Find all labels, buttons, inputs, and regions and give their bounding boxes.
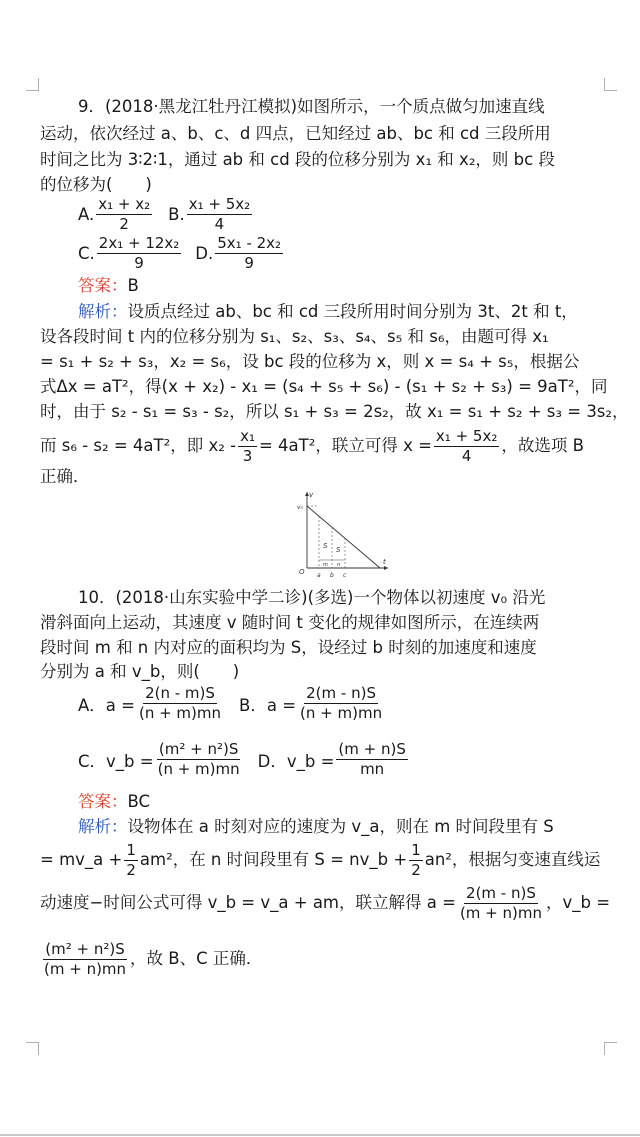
q9-option-c-label: C.: [78, 244, 95, 263]
q10-option-d-num: (m + n)S: [338, 740, 406, 758]
t-axis-label: t: [383, 558, 386, 566]
q10-a4-fraction: [42, 940, 128, 979]
q9-option-b-num: x₁ + 5x₂: [188, 195, 251, 213]
q10-a2-fraction-1: [124, 841, 138, 880]
q9-a6-pre: 而 s₆ - s₂ = 4aT²，即 x₂ -: [40, 436, 237, 455]
q9-option-a-den: 2: [119, 215, 129, 233]
q9-option-d-den: 9: [244, 254, 254, 272]
q9-analysis-label: 解析：: [78, 302, 128, 321]
q9-line-2: 运动，依次经过 a、b、c、d 四点，已知经过 ab、bc 和 cd 三段所用: [40, 124, 551, 143]
q10-a2-fraction-2: [409, 841, 423, 880]
q10-a3-pre: 动速度−时间公式可得 v_b = v_a + am，联立解得 a =: [40, 893, 456, 912]
q9-answer-label: 答案：: [78, 276, 128, 295]
q10-analysis-line-2: [40, 838, 602, 882]
q9-option-c-den: 9: [134, 254, 144, 272]
q10-a2-post: an²，根据匀变速直线运: [424, 850, 601, 869]
q9-analysis-line-2: 设各段时间 t 内的位移分别为 s₁、s₂、s₃、s₄、s₅ 和 s₆，由题可得 x₁: [40, 327, 549, 346]
area-s-label-1: S: [323, 542, 328, 550]
q10-line-3: 段时间 m 和 n 内对应的面积均为 S，设经过 b 时刻的加速度和速度: [40, 638, 537, 657]
tick-c-label: c: [343, 572, 347, 579]
origin-label: O: [299, 568, 305, 576]
q9-a6-post: ，故选项 B: [501, 436, 584, 455]
q10-analysis-line-3: [40, 880, 611, 926]
q10-a2-f1-den: 2: [126, 860, 136, 879]
q9-option-c-num: 2x₁ + 12x₂: [98, 234, 180, 252]
m-label: m: [323, 562, 328, 568]
q10-line-4: 分别为 a 和 v_b，则( ): [40, 662, 240, 681]
q9-line-4: 的位移为( ): [40, 175, 152, 194]
q9-answer: [78, 274, 640, 298]
q9-analysis-line-7: 正确．: [40, 467, 90, 486]
q9-option-a-label: A.: [78, 205, 95, 224]
q10-option-c-fraction: [156, 740, 242, 779]
q10-a2-f2-den: 2: [411, 860, 421, 879]
q10-a3-f-num: 2(m - n)S: [466, 883, 536, 902]
q9-a6-fraction-2: [434, 427, 499, 466]
q10-line-2: 滑斜面向上运动，其速度 v 随时间 t 变化的规律如图所示，在连续两: [40, 613, 540, 632]
q10-answer-value: BC: [127, 792, 151, 811]
q10-option-b-den: (n + m)mn: [300, 704, 383, 722]
q10-option-c-label: C．v_b =: [78, 751, 154, 771]
q10-answer-label: 答案：: [78, 792, 128, 811]
q10-option-b-label: B．a =: [239, 695, 297, 715]
crop-mark-top-left: [26, 78, 39, 91]
q9-analysis-line-6: [40, 424, 602, 468]
q9-a6-f2-den: 4: [461, 446, 472, 465]
q9-option-c-fraction: [97, 234, 182, 273]
v0-label: v₀: [297, 504, 303, 511]
q10-option-d-fraction: [336, 740, 407, 779]
q9-option-a-num: x₁ + x₂: [98, 195, 151, 213]
crop-mark-bottom-right: [604, 1042, 617, 1055]
q9-analysis-line-3: = s₁ + s₂ + s₃，x₂ = s₆，设 bc 段的位移为 x，则 x = s₄ + s₅，根据公: [40, 352, 580, 371]
q10-analysis-label: 解析：: [78, 817, 128, 836]
q9-analysis-text-1: 设质点经过 ab、bc 和 cd 三段所用时间分别为 3t、2t 和 t，: [127, 302, 578, 321]
q9-answer-value: B: [127, 276, 139, 295]
q9-analysis-line-1: [78, 300, 640, 324]
q10-options-ab: [78, 684, 386, 723]
q9-option-b-den: 4: [214, 215, 225, 233]
q9-a6-f2-num: x₁ + 5x₂: [435, 426, 498, 445]
v-axis-label: v: [309, 491, 314, 499]
q10-a4-f-den: (m + n)mn: [44, 959, 127, 978]
q10-answer: [78, 790, 640, 814]
tick-a-label: a: [317, 572, 321, 579]
q10-analysis-line-1: [78, 815, 640, 839]
q10-a4-post: ，故 B、C 正确．: [130, 949, 263, 968]
t-axis-arrow-icon: [384, 566, 388, 570]
q10-option-d-den: mn: [360, 760, 385, 778]
q10-a2-f1-num: 1: [126, 840, 136, 859]
q10-option-a-label: A．a =: [78, 695, 135, 715]
velocity-line: [307, 506, 380, 568]
q9-a6-f1-den: 3: [242, 446, 253, 465]
q9-option-b-fraction: [187, 195, 252, 234]
q10-a4-f-num: (m² + n²)S: [45, 939, 125, 958]
q10-option-c-den: (n + m)mn: [157, 760, 240, 778]
q9-option-b-label: B.: [168, 205, 185, 224]
crop-mark-bottom-left: [26, 1042, 39, 1055]
q10-analysis-text-1: 设物体在 a 时刻对应的速度为 v_a，则在 m 时间段里有 S: [127, 817, 554, 836]
q9-analysis-line-5: 时，由于 s₂ - s₁ = s₃ - s₂，所以 s₁ + s₃ = 2s₂，故 x₁ = s₁ + s₂ + s₃ = 3s₂，: [40, 402, 629, 421]
crop-mark-top-right: [604, 78, 617, 91]
q9-line-1: 9．(2018·黑龙江牡丹江模拟)如图所示，一个质点做匀加速直线: [78, 97, 545, 116]
q9-option-a-fraction: [96, 195, 152, 234]
q10-a3-post: ，v_b =: [545, 893, 611, 912]
q10-option-b-num: 2(m - n)S: [306, 684, 376, 702]
vt-graph: [285, 488, 395, 580]
q9-a6-f1-num: x₁: [240, 426, 255, 445]
q10-a2-f2-num: 1: [411, 840, 421, 859]
q9-a6-fraction-1: [238, 427, 257, 466]
q10-line-1: 10．(2018·山东实验中学二诊)(多选)一个物体以初速度 v₀ 沿光: [78, 588, 546, 607]
q9-option-d-num: 5x₁ - 2x₂: [217, 234, 282, 252]
q10-option-a-num: 2(n - m)S: [145, 684, 215, 702]
bottom-divider: [0, 1134, 640, 1136]
q9-option-d-fraction: [215, 234, 283, 273]
q9-a6-mid: = 4aT²，联立可得 x =: [258, 436, 432, 455]
q10-option-c-num: (m² + n²)S: [158, 740, 239, 758]
q10-a3-fraction: [458, 884, 544, 923]
q10-option-b-fraction: [298, 684, 384, 723]
q10-a2-pre: = mv_a +: [40, 850, 123, 869]
q10-a2-mid: am²，在 n 时间段里有 S = nv_b +: [139, 850, 408, 869]
q9-options-ab: [78, 195, 254, 234]
tick-b-label: b: [330, 572, 334, 579]
q9-options-cd: [78, 234, 285, 273]
n-label: n: [337, 562, 341, 568]
area-s-label-2: S: [336, 546, 341, 554]
q10-analysis-line-4: [40, 936, 602, 982]
q9-option-d-label: D.: [195, 244, 214, 263]
q10-a3-f-den: (m + n)mn: [459, 903, 542, 922]
q9-line-3: 时间之比为 3∶2∶1，通过 ab 和 cd 段的位移分别为 x₁ 和 x₂，则 bc 段: [40, 150, 555, 169]
q10-option-a-fraction: [137, 684, 223, 723]
q10-option-d-label: D．v_b =: [257, 751, 335, 771]
q10-option-a-den: (n + m)mn: [138, 704, 222, 722]
q9-analysis-line-4: 式Δx = aT²，得(x + x₂) - x₁ = (s₄ + s₅ + s₆) - (s₁ + s₂ + s₃) = 9aT²，同: [40, 377, 608, 396]
q10-options-cd: [78, 740, 410, 779]
